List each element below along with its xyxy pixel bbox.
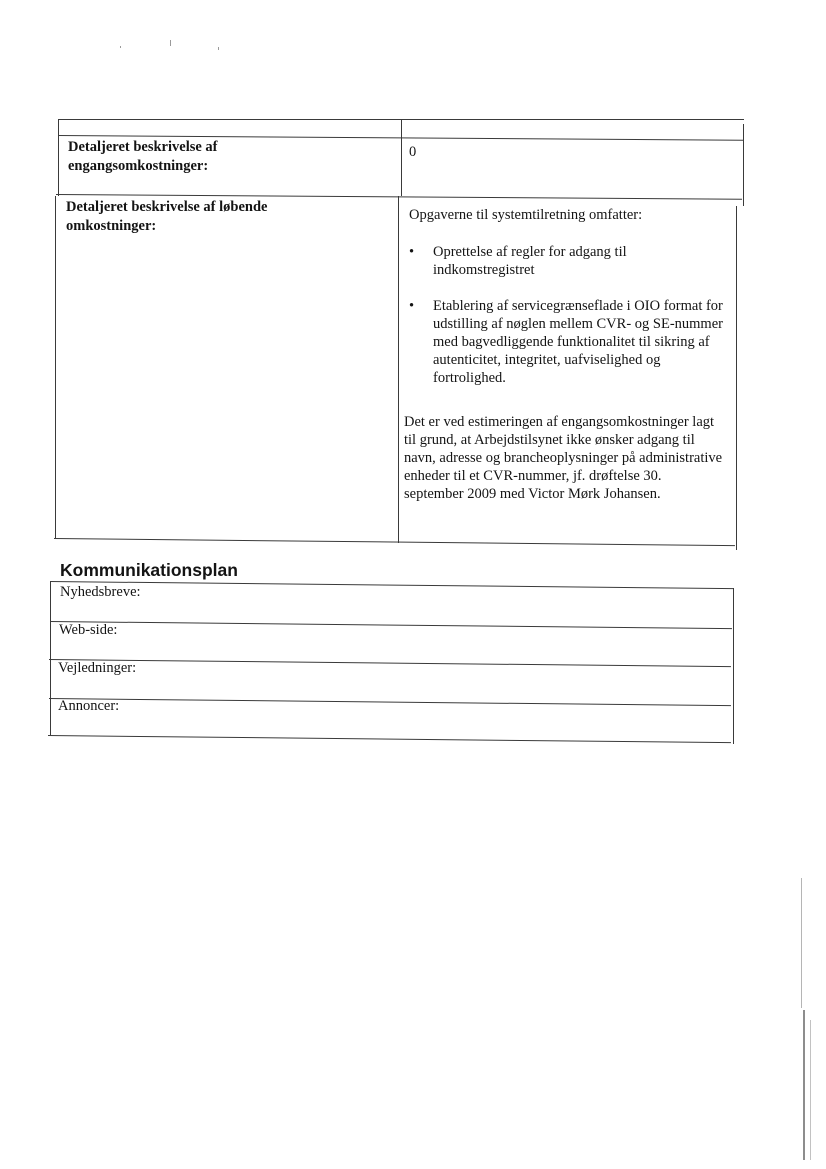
table-border-left xyxy=(55,196,56,538)
loebende-omkostninger-intro: Opgaverne til systemtilretning omfatter: xyxy=(409,207,643,223)
table-border-right xyxy=(736,206,737,550)
scan-speck xyxy=(170,40,171,46)
scan-speck xyxy=(218,47,219,50)
engangsomkostninger-label: Detaljeret beskrivelse af engangsomkostninger: xyxy=(68,139,218,174)
kom-row-divider xyxy=(49,659,731,667)
list-item xyxy=(406,243,683,279)
scan-speck xyxy=(120,46,121,48)
list-item-text: Oprettelse af regler for adgang til indkomstregistret xyxy=(433,244,627,278)
systemtilretning-list xyxy=(406,243,728,387)
list-item xyxy=(406,297,727,387)
bullet-icon: • xyxy=(409,244,415,260)
kom-border-bottom xyxy=(48,735,731,743)
estimering-note: Det er ved estimeringen af engangsomkostninger lagt til grund, at Arbejdstilsynet ikke ønsker adgang til navn, adresse og brancheoplysninger på administrative enheder til et CVR-nummer, jf. drøftelse 30. september 2009 med Victor Mørk Johansen. xyxy=(404,414,723,502)
kommunikationsplan-heading: Kommunikationsplan xyxy=(60,560,238,580)
scan-edge-artifact xyxy=(803,1010,805,1160)
table-border-bottom xyxy=(54,538,735,546)
kom-row-divider xyxy=(49,698,731,706)
scan-edge-artifact xyxy=(810,1020,811,1160)
kom-border-top xyxy=(50,581,734,589)
scan-edge-artifact xyxy=(801,878,802,1008)
kom-row-vejledninger: Vejledninger: xyxy=(58,660,137,676)
table-border-left xyxy=(58,119,59,196)
kom-row-nyhedsbreve: Nyhedsbreve: xyxy=(60,584,141,600)
table-column-divider xyxy=(401,119,402,196)
kom-border-left xyxy=(50,581,51,735)
table-column-divider xyxy=(398,196,399,543)
list-item-text: Etablering af servicegrænseflade i OIO format for udstilling af nøglen mellem CVR- og SE-nummer med bagvedliggende funktionalitet til sikring af autenticitet, integritet, uafviselighed og fortrolighed. xyxy=(433,298,723,386)
kom-border-right xyxy=(733,588,734,744)
bullet-icon: • xyxy=(409,298,415,314)
kom-row-divider xyxy=(50,621,732,629)
kom-row-annoncer: Annoncer: xyxy=(58,698,120,714)
loebende-omkostninger-label: Detaljeret beskrivelse af løbende omkostninger: xyxy=(66,199,268,234)
engangsomkostninger-value: 0 xyxy=(409,144,417,160)
kom-row-web-side: Web-side: xyxy=(59,622,118,638)
table-border-right xyxy=(743,124,744,206)
